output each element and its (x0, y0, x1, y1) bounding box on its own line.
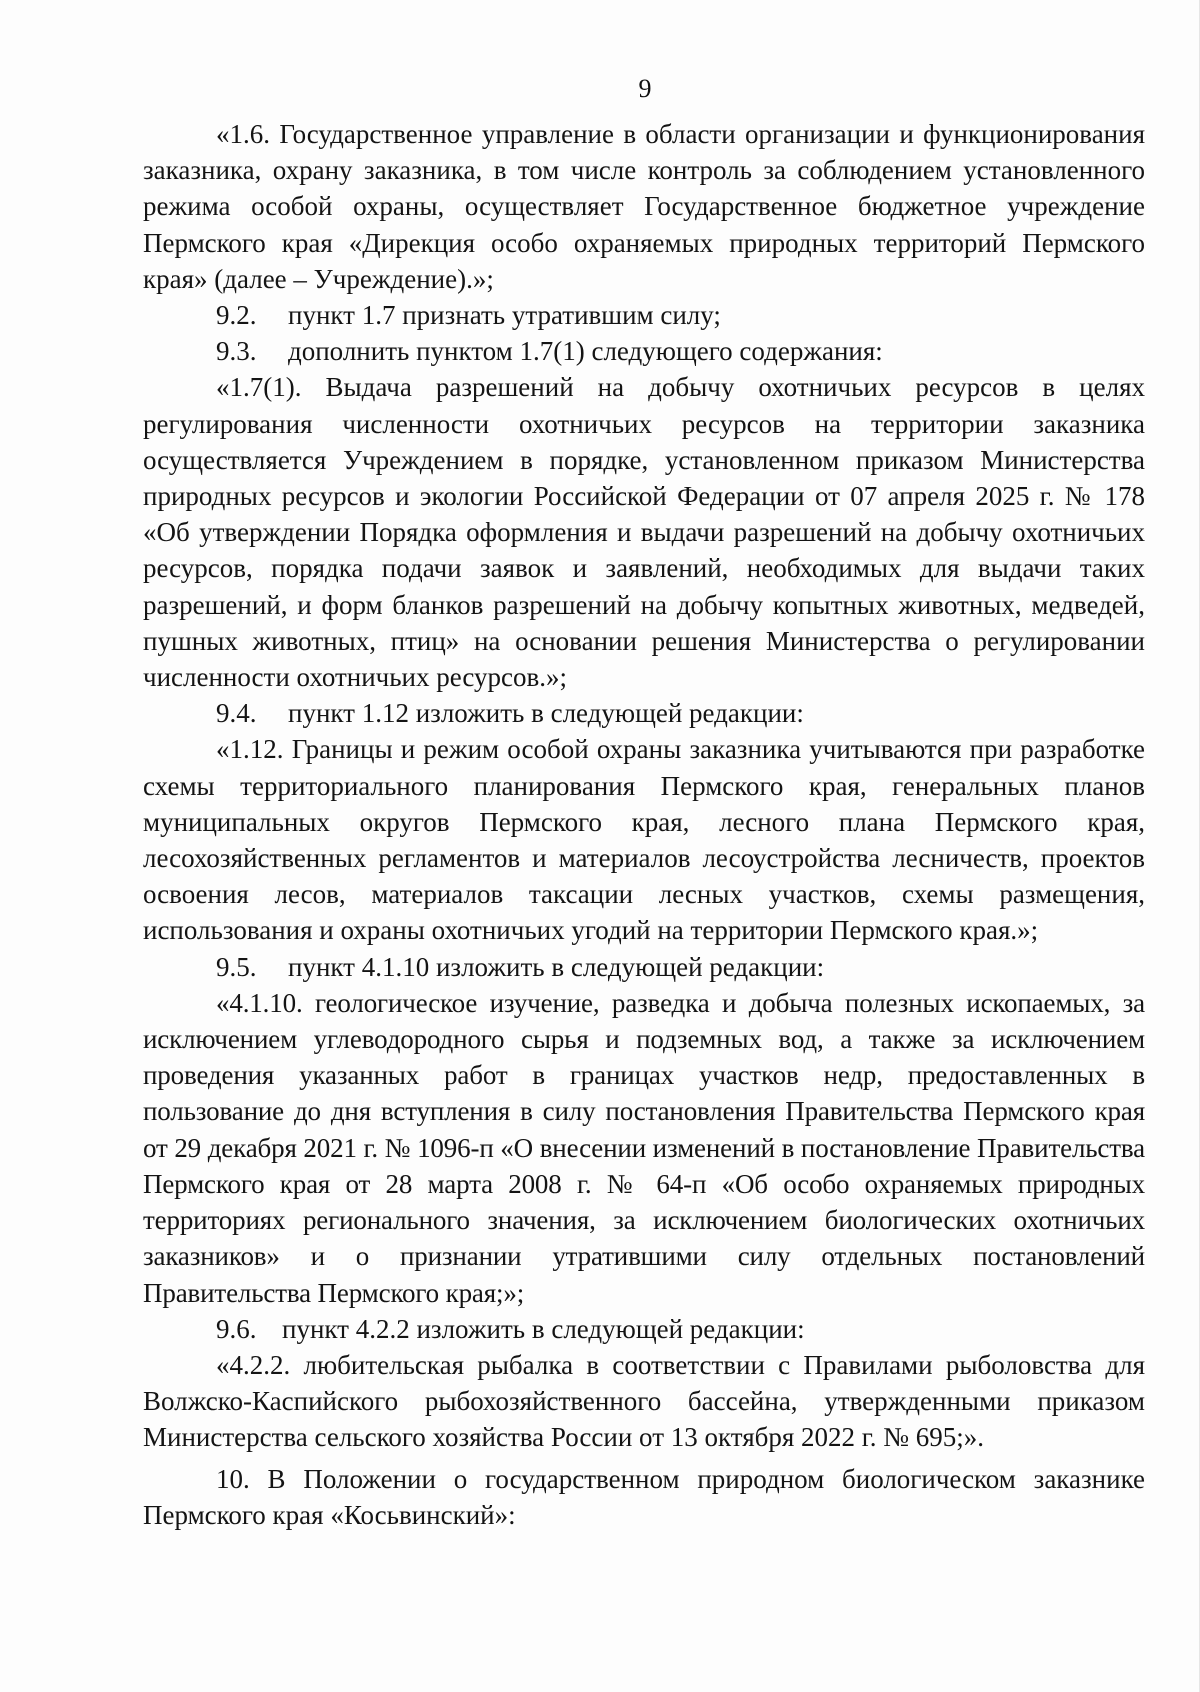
item-text: дополнить пунктом 1.7(1) следующего содержания: (288, 336, 883, 367)
list-item-9-5 (143, 949, 1145, 985)
item-number: 9.5. (216, 951, 257, 982)
item-text: пункт 1.7 признать утратившим силу; (288, 300, 721, 331)
document-body (143, 116, 1145, 1533)
item-number: 9.3. (216, 336, 257, 367)
item-number: 9.2. (216, 300, 257, 331)
paragraph-1-7-1: «1.7(1). Выдача разрешений на добычу охотничьих ресурсов в целях регулирования численности охотничьих ресурсов на территории заказника осуществляется Учреждением в порядке, установленном приказом Министерства природных ресурсов и экологии Российской Федерации от 07 апреля 2025 г. № 178 «Об утверждении Порядка оформления и выдачи разрешений на добычу охотничьих ресурсов, порядка подачи заявок и заявлений, необходимых для выдачи таких разрешений, и форм бланков разрешений на добычу копытных животных, медведей, пушных животных, птиц» на основании решения Министерства о регулировании численности охотничьих ресурсов.»; (143, 372, 1145, 693)
paragraph-10: 10. В Положении о государственном природном биологическом заказнике Пермского края «Косьвинский»: (143, 1463, 1145, 1530)
item-text: пункт 4.2.2 изложить в следующей редакции: (282, 1313, 805, 1344)
list-item-9-2 (143, 297, 1145, 333)
item-number: 9.6. (216, 1313, 257, 1344)
paragraph-1-6: «1.6. Государственное управление в области организации и функционирования заказника, охрану заказника, в том числе контроль за соблюдением установленного режима особой охраны, осуществляет Государственное бюджетное учреждение Пермского края «Дирекция особо охраняемых природных территорий Пермского края» (далее – Учреждение).»; (143, 119, 1145, 294)
paragraph-4-2-2: «4.2.2. любительская рыбалка в соответствии с Правилами рыболовства для Волжско-Каспийского рыбохозяйственного бассейна, утвержденными приказом Министерства сельского хозяйства России от 13 октября 2022 г. № 695;». (143, 1349, 1145, 1453)
list-item-9-6 (143, 1311, 1145, 1347)
list-item-9-3 (143, 333, 1145, 369)
item-text: пункт 4.1.10 изложить в следующей редакции: (288, 951, 825, 982)
item-text: пункт 1.12 изложить в следующей редакции: (288, 698, 804, 729)
page-number: 9 (638, 74, 652, 103)
list-item-9-4 (143, 695, 1145, 731)
paragraph-1-12: «1.12. Границы и режим особой охраны заказника учитываются при разработке схемы территориального планирования Пермского края, генеральных планов муниципальных округов Пермского края, лесного плана Пермского края, лесохозяйственных регламентов и материалов лесоустройства лесничеств, проектов освоения лесов, материалов таксации лесных участков, схемы размещения, использования и охраны охотничьих угодий на территории Пермского края.»; (143, 734, 1145, 946)
paragraph-4-1-10: «4.1.10. геологическое изучение, разведка и добыча полезных ископаемых, за исключением углеводородного сырья и подземных вод, а также за исключением проведения указанных работ в границах участков недр, предоставленных в пользование до дня вступления в силу постановления Правительства Пермского края от 29 декабря 2021 г. № 1096-п «О внесении изменений в постановление Правительства Пермского края от 28 марта 2008 г. № 64-п «Об особо охраняемых природных территориях регионального значения, за исключением биологических охотничьих заказников» и о признании утратившими силу отдельных постановлений Правительства Пермского края;»; (143, 987, 1145, 1308)
item-number: 9.4. (216, 698, 257, 729)
